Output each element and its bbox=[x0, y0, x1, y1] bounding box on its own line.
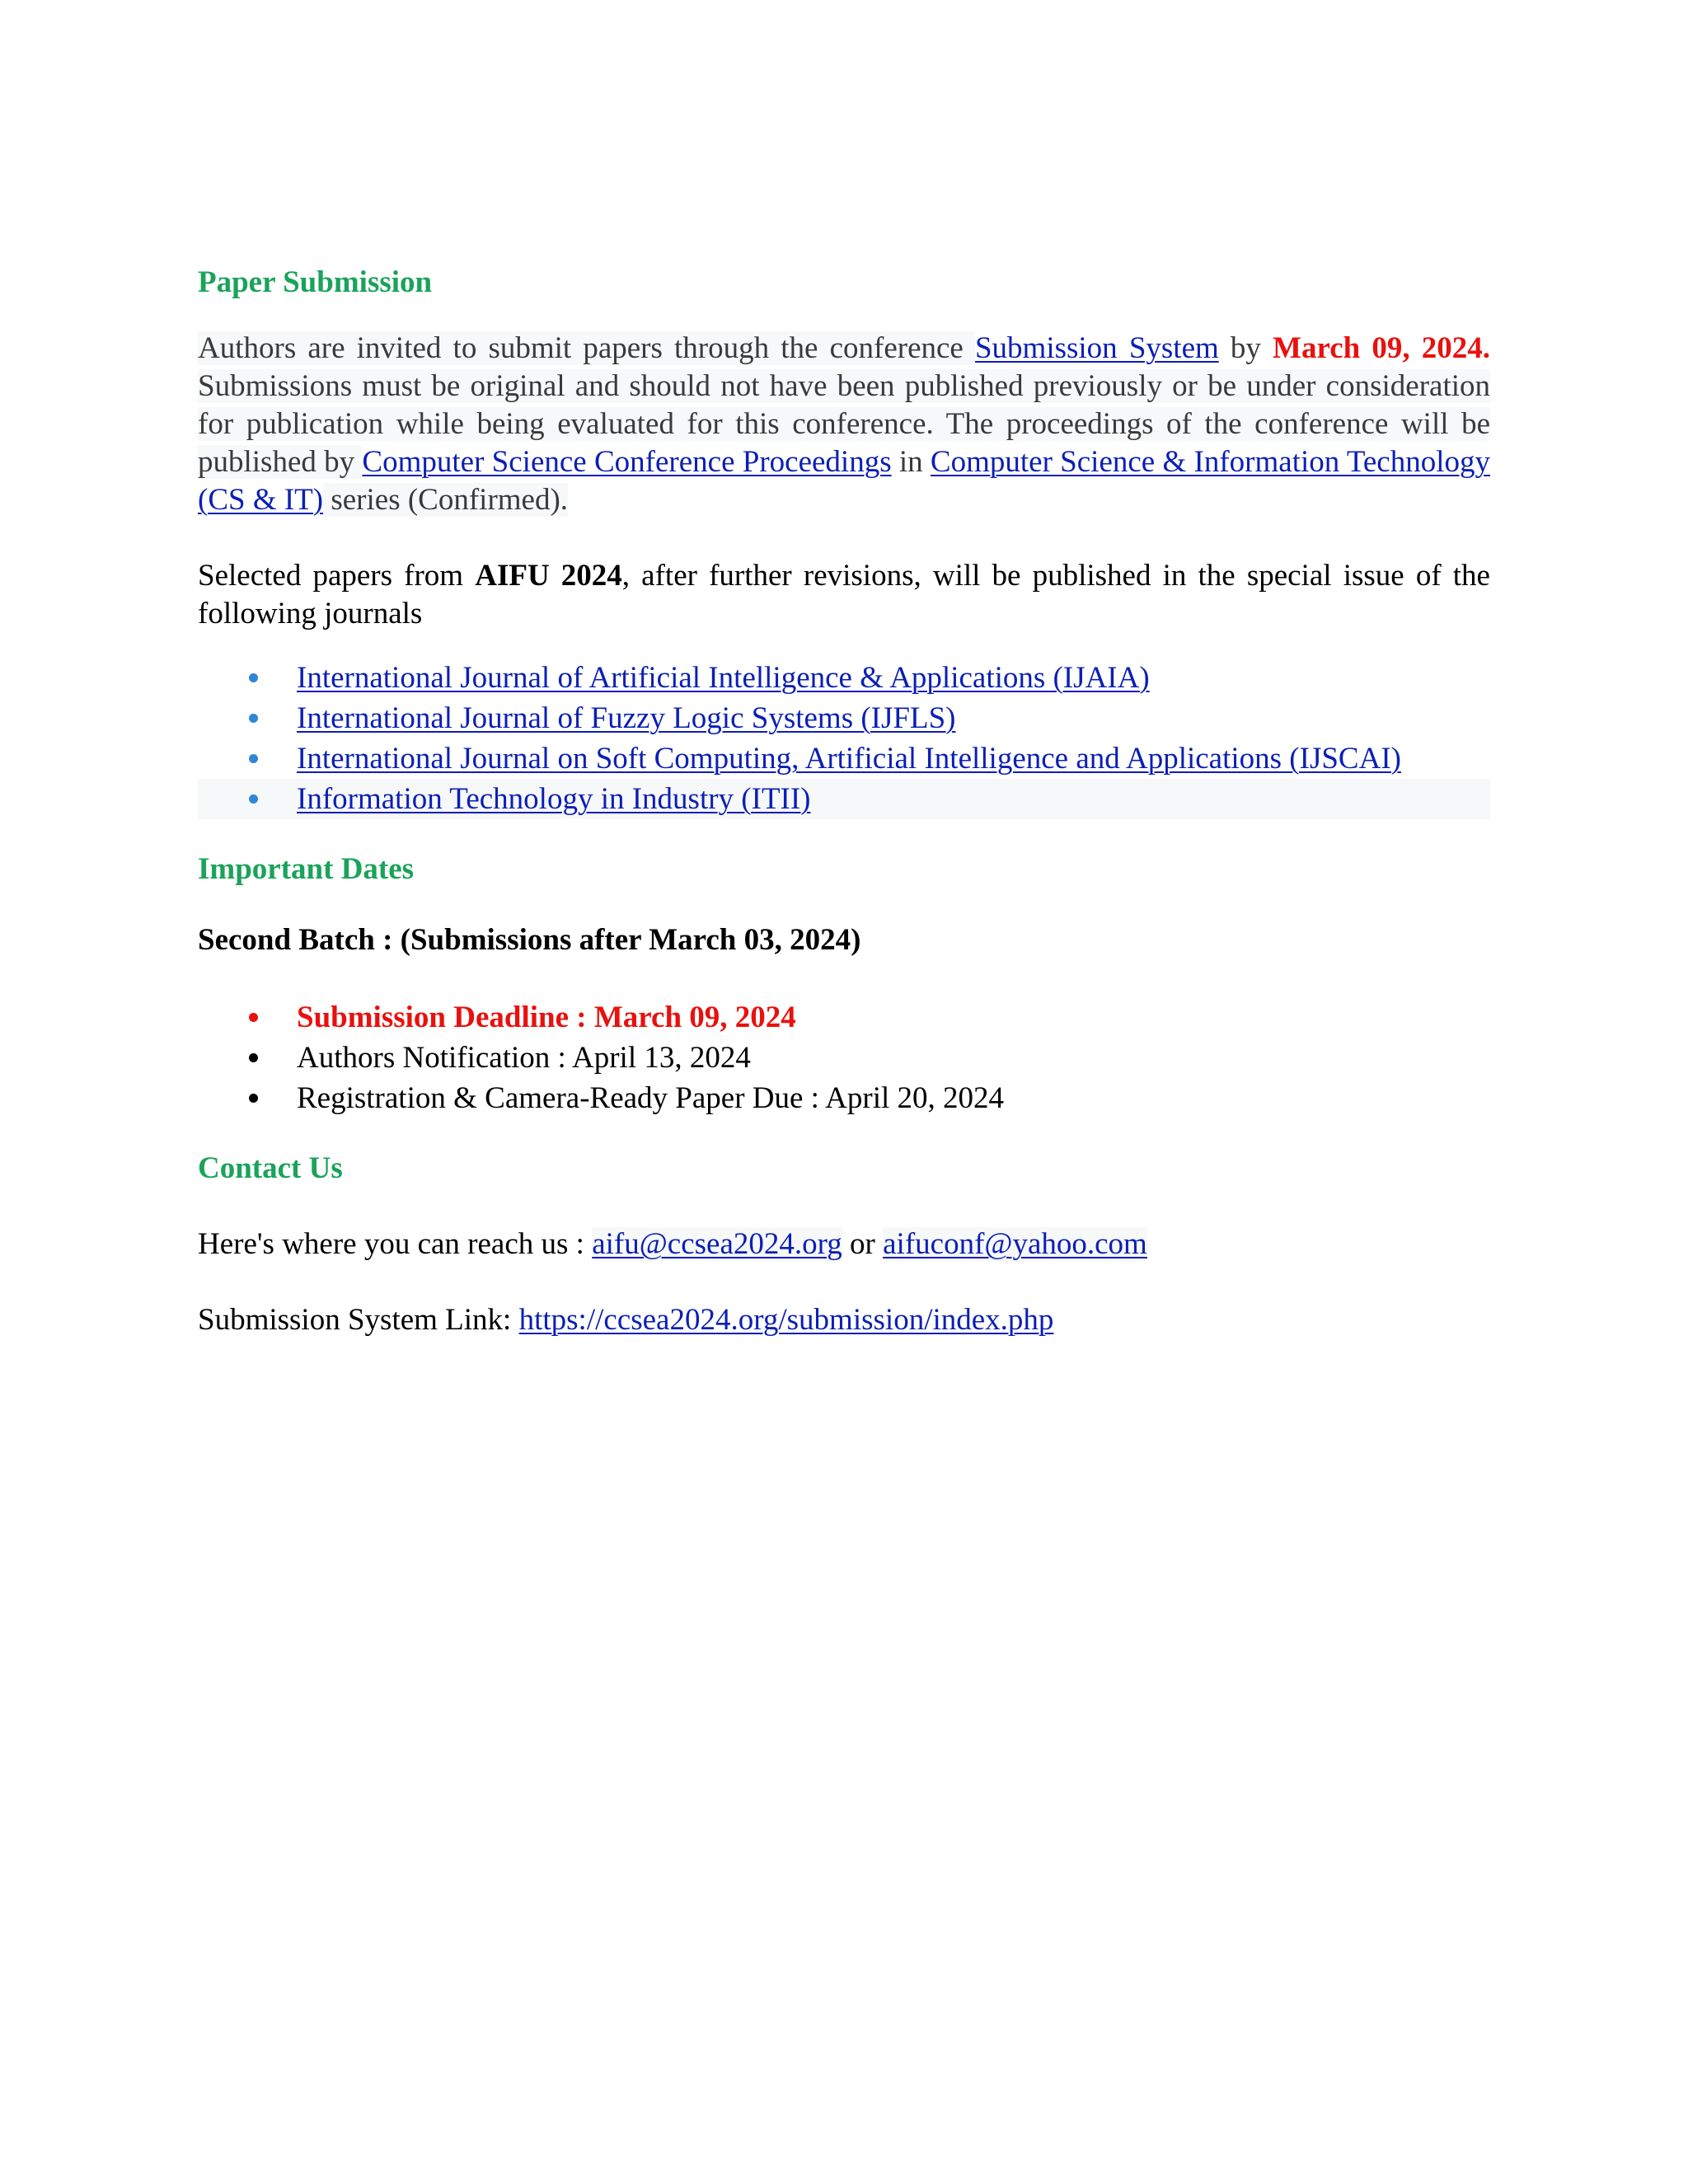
bullet-icon bbox=[249, 1053, 258, 1062]
submission-requirements-text: Submissions must be original and should not have been published previously or be under consideration for publication while being evaluated for this conference. The proceedings of the conference will be published by bbox=[198, 369, 1490, 479]
registration-item: Registration & Camera-Ready Paper Due : April 20, 2024 bbox=[297, 1081, 1005, 1115]
authors-notification-item: Authors Notification : April 13, 2024 bbox=[297, 1041, 751, 1075]
email-link-aifu[interactable]: aifu@ccsea2024.org bbox=[592, 1227, 842, 1261]
or-text: or bbox=[842, 1227, 884, 1261]
journals-list bbox=[198, 658, 1490, 819]
bullet-icon bbox=[249, 714, 258, 723]
second-batch-label: Second Batch : (Submissions after March 03, 2024) bbox=[198, 923, 861, 957]
list-item bbox=[198, 779, 1490, 819]
contact-paragraph bbox=[198, 1226, 1490, 1263]
journal-link-ijfls[interactable]: International Journal of Fuzzy Logic Systems (IJFLS) bbox=[297, 701, 956, 735]
list-item bbox=[198, 698, 1490, 738]
series-link[interactable]: Computer Science & Information Technology (CS & IT) bbox=[198, 445, 1490, 517]
conference-name: AIFU 2024 bbox=[475, 559, 622, 593]
in-text: in bbox=[891, 445, 931, 479]
list-item bbox=[198, 658, 1490, 698]
bullet-icon bbox=[249, 673, 258, 682]
paper-submission-heading: Paper Submission bbox=[198, 265, 433, 299]
contact-us-heading: Contact Us bbox=[198, 1151, 343, 1185]
dates-list bbox=[198, 997, 1490, 1118]
list-item bbox=[198, 1078, 1490, 1118]
series-confirmed-text: series (Confirmed). bbox=[323, 483, 569, 517]
submission-system-link[interactable]: Submission System bbox=[974, 331, 1219, 365]
selected-papers-text: Selected papers from bbox=[198, 559, 476, 593]
email-link-yahoo[interactable]: aifuconf@yahoo.com bbox=[883, 1227, 1147, 1261]
submission-link-paragraph bbox=[198, 1301, 1490, 1339]
journal-link-itii[interactable]: Information Technology in Industry (ITII) bbox=[297, 782, 811, 816]
document-page bbox=[198, 264, 1490, 1339]
submission-deadline-date: March 09, 2024. bbox=[1273, 331, 1490, 365]
list-item bbox=[198, 997, 1490, 1038]
list-item bbox=[198, 1038, 1490, 1078]
intro-text: Authors are invited to submit papers through the conference bbox=[198, 331, 975, 365]
submission-deadline-item: Submission Deadline : March 09, 2024 bbox=[297, 1001, 796, 1034]
selected-papers-paragraph bbox=[198, 557, 1490, 633]
bullet-icon bbox=[249, 754, 258, 763]
list-item bbox=[198, 738, 1490, 779]
submission-url-link[interactable]: https://ccsea2024.org/submission/index.php bbox=[518, 1303, 1054, 1337]
reach-us-text: Here's where you can reach us : bbox=[198, 1227, 593, 1261]
proceedings-link[interactable]: Computer Science Conference Proceedings bbox=[362, 445, 892, 479]
selected-papers-rest: , after further revisions, will be published in the special issue of the following journals bbox=[198, 559, 1490, 630]
journal-link-ijaia[interactable]: International Journal of Artificial Intelligence & Applications (IJAIA) bbox=[297, 661, 1150, 695]
bullet-icon bbox=[249, 1013, 258, 1022]
important-dates-heading: Important Dates bbox=[198, 852, 415, 886]
bullet-icon bbox=[249, 1094, 258, 1103]
paper-submission-paragraph bbox=[198, 330, 1490, 519]
journal-link-ijscai[interactable]: International Journal on Soft Computing, Artificial Intelligence and Applications (IJSCAI) bbox=[297, 742, 1401, 776]
by-text: by bbox=[1218, 331, 1273, 365]
submission-link-label: Submission System Link: bbox=[198, 1303, 519, 1337]
bullet-icon bbox=[249, 794, 258, 804]
